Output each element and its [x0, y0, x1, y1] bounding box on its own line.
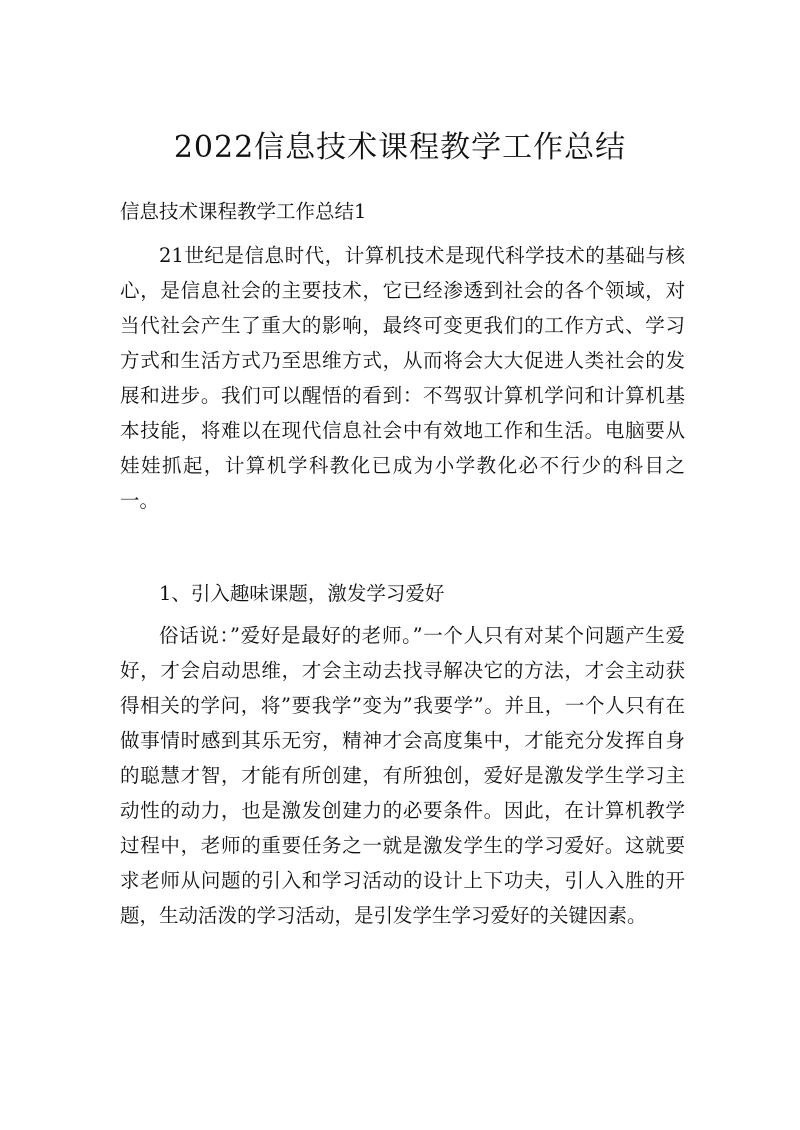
- body-paragraph-1: 21世纪是信息时代，计算机技术是现代科学技术的基础与核心，是信息社会的主要技术，它已经渗透到社会的各个领域，对当代社会产生了重大的影响，最终可变更我们的工作方式、学习方式和生活方式乃至思维方式，从而将会大大促进人类社会的发展和进步。我们可以醒悟的看到：不驾驭计算机学问和计算机基本技能，将难以在现代信息社会中有效地工作和生活。电脑要从娃娃抓起，计算机学科教化已成为小学教化必不行少的科目之一。: [120, 244, 685, 512]
- section-heading: 信息技术课程教学工作总结1: [120, 200, 367, 223]
- sub-heading-1: 1、引入趣味课题，激发学习爱好: [159, 582, 445, 605]
- document-title: 2022信息技术课程教学工作总结: [173, 130, 627, 165]
- body-paragraph-2: 俗话说：”爱好是最好的老师。”一个人只有对某个问题产生爱好，才会启动思维，才会主动去找寻解决它的方法，才会主动获得相关的学问，将”要我学”变为”我要学”。并且，一个人只有在做事情时感到其乐无穷，精神才会高度集中，才能充分发挥自身的聪慧才智，才能有所创建，有所独创，爱好是激发学生学习主动性的动力，也是激发创建力的必要条件。因此，在计算机教学过程中，老师的重要任务之一就是激发学生的学习爱好。这就要求老师从问题的引入和学习活动的设计上下功夫，引人入胜的开题，生动活泼的学习活动，是引发学生学习爱好的关键因素。: [120, 624, 685, 927]
